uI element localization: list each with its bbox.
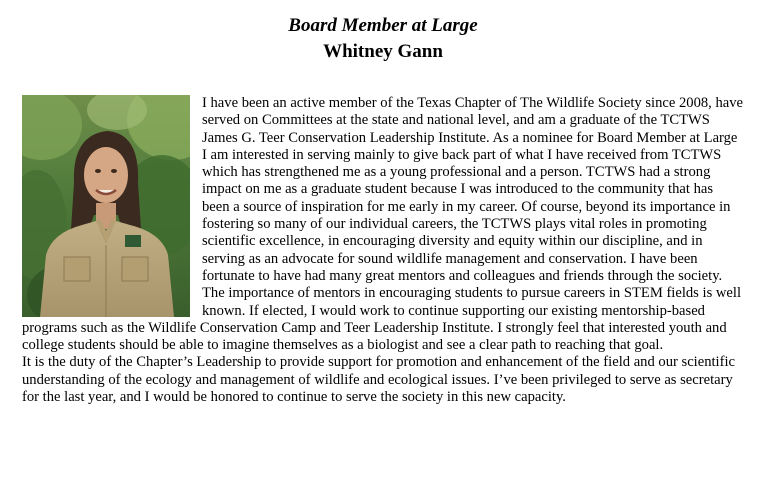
candidate-bio [22,95,744,406]
bio-paragraph: I have been an active member of the Texas Chapter of The Wildlife Society since 2008, have served on Committees at the state and national level, and am a graduate of the TCTWS James G. Teer Conservation Leadership Institute. As a nominee for Board Member at Large I am interested in serving mainly to give back part of what I have received from TCTWS which has strengthened me as a young professional and a person. TCTWS had a strong impact on me as a graduate student because I was introduced to the community that has been a source of inspiration for me early in my career. Of course, beyond its importance in fostering so many of our individual careers, the TCTWS plays vital roles in promoting scientific excellence, in encouraging diversity and equity within our discipline, and in serving as an advocate for sound wildlife management and conservation. I have been fortunate to have had many great mentors and colleagues and friends through the society. The importance of mentors in encouraging students to pursue careers in STEM fields is well known. If elected, I would work to continue supporting our existing mentorship-based programs such as the Wildlife Conservation Camp and Teer Leadership Institute. I strongly feel that interested youth and college students should be able to imagine themselves as a biologist and see a clear path to reaching that goal. [22,95,744,354]
position-title: Board Member at Large [288,15,478,36]
photo-spacer [22,95,202,319]
bio-paragraph: It is the duty of the Chapter’s Leadership to provide support for promotion and enhancement of the field and our scientific understanding of the ecology and management of wildlife and ecological issues. I’ve been privileged to serve as secretary for the last year, and I would be honored to continue to serve the society in this new capacity. [22,354,736,406]
candidate-name: Whitney Gann [323,41,443,62]
